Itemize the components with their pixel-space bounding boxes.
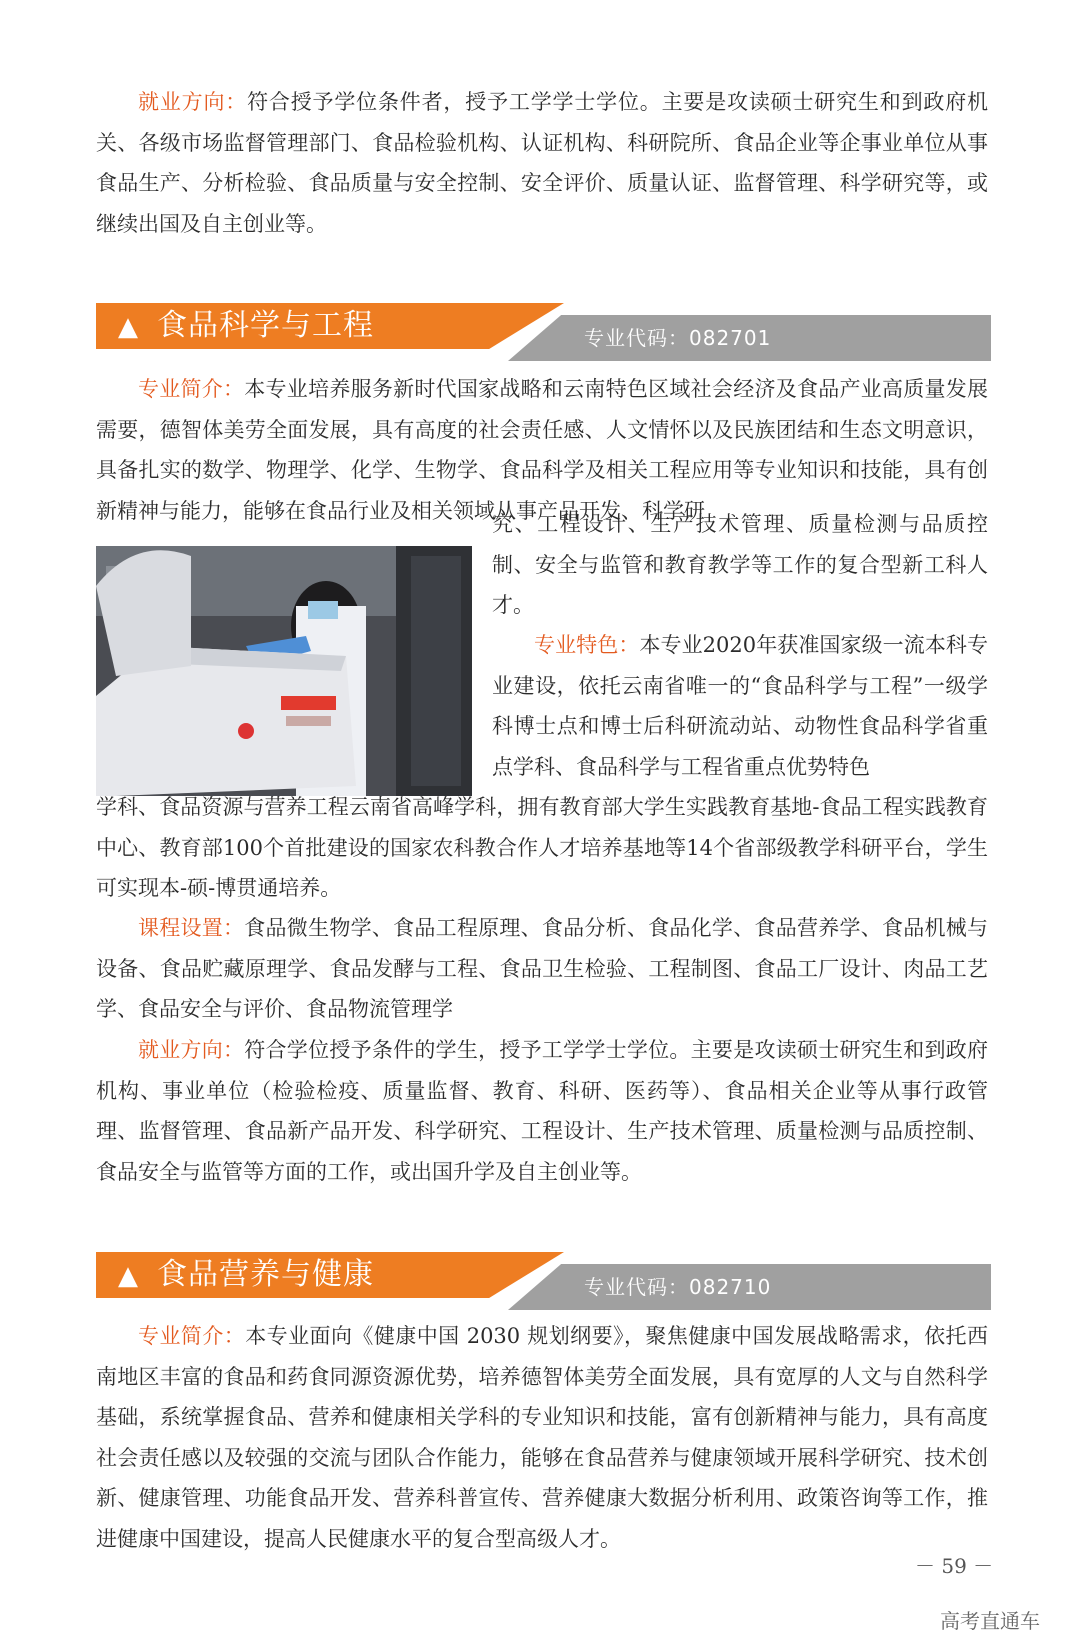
- employment-text-2: 符合学位授予条件的学生，授予工学学士学位。主要是攻读硕士研究生和到政府机构、事业单位（检验检疫、质量监督、教育、科研、医药等）、食品相关企业等从事行政管理、监督管理、食品新产品开发、科学研究、工程设计、生产技术管理、质量检测与品质控制、食品安全与监管等方面的工作，或出国升学及自主创业等。: [96, 1038, 989, 1184]
- intro-text-continued: 究、工程设计、生产技术管理、质量检测与品质控制、安全与监管和教育教学等工作的复合型新工科人才。: [492, 512, 988, 617]
- intro-text-2: 本专业面向《健康中国 2030 规划纲要》，聚焦健康中国发展战略需求，依托西南地区丰富的食品和药食同源资源优势，培养德智体美劳全面发展，具有宽厚的人文与自然科学基础，系统掌握食品、营养和健康相关学科的专业知识和技能，富有创新精神与能力，具有高度社会责任感以及较强的交流与团队合作能力，能够在食品营养与健康领域开展科学研究、技术创新、健康管理、功能食品开发、营养科普宣传、营养健康大数据分析利用、政策咨询等工作，推进健康中国建设，提高人民健康水平的复合型高级人才。: [96, 1324, 988, 1551]
- section-header-food-science: [96, 303, 991, 361]
- triangle-icon: ▲: [118, 312, 139, 342]
- intro-paragraph-2: [96, 1316, 988, 1559]
- employment-label: 就业方向：: [138, 90, 248, 114]
- section-title-text-2: 食品营养与健康: [157, 1257, 374, 1292]
- feature-paragraph-wrap: [492, 625, 988, 787]
- employment-label-2: 就业方向：: [138, 1038, 245, 1062]
- intro-text: 本专业培养服务新时代国家战略和云南特色区域社会经济及食品产业高质量发展需要，德智体美劳全面发展，具有高度的社会责任感、人文情怀以及民族团结和生态文明意识，具备扎实的数学、物理学、化学、生物学、食品科学及相关工程应用等专业知识和技能，具有创新精神与能力，能够在食品行业及相关领域从事产品开发、科学研: [96, 377, 989, 523]
- course-label: 课程设置：: [138, 916, 245, 940]
- section-title: [118, 303, 374, 349]
- feature-text-wrap: 本专业2020年获准国家级一流本科专业建设，依托云南省唯一的“食品科学与工程”一级学科博士点和博士后科研流动站、动物性食品科学省重点学科、食品科学与工程省重点优势特色: [492, 633, 989, 779]
- course-paragraph: [96, 908, 988, 1030]
- watermark: 高考直通车: [940, 1609, 1040, 1633]
- intro-label-2: 专业简介：: [138, 1324, 246, 1348]
- intro-label: 专业简介：: [138, 377, 245, 401]
- feature-paragraph: [96, 787, 988, 909]
- feature-label: 专业特色：: [534, 633, 640, 657]
- employment-text: 符合授予学位条件者，授予工学学士学位。主要是攻读硕士研究生和到政府机关、各级市场监督管理部门、食品检验机构、认证机构、科研院所、食品企业等企事业单位从事食品生产、分析检验、食品质量与安全控制、安全评价、质量认证、监督管理、科学研究等，或继续出国及自主创业等。: [96, 90, 989, 236]
- section-title-text: 食品科学与工程: [157, 308, 374, 343]
- major-code: 专业代码：082701: [584, 326, 772, 350]
- intro-continuation: [492, 504, 988, 626]
- lab-photo: [96, 546, 472, 796]
- feature-text: 学科、食品资源与营养工程云南省高峰学科，拥有教育部大学生实践教育基地-食品工程实践教育中心、教育部100个首批建设的国家农科教合作人才培养基地等14个省部级教学科研平台，学生可实现本-硕-博贯通培养。: [96, 795, 988, 900]
- employment-paragraph: [96, 1030, 988, 1192]
- course-text: 食品微生物学、食品工程原理、食品分析、食品化学、食品营养学、食品机械与设备、食品贮藏原理学、食品发酵与工程、食品卫生检验、工程制图、食品工厂设计、肉品工艺学、食品安全与评价、食品物流管理学: [96, 916, 989, 1021]
- page-number: － 59 －: [915, 1554, 994, 1578]
- top-employment-paragraph: [96, 82, 988, 244]
- triangle-icon: ▲: [118, 1261, 139, 1291]
- section-header-nutrition: [96, 1252, 991, 1310]
- section-title-2: [118, 1252, 374, 1298]
- major-code-2: 专业代码：082710: [584, 1275, 772, 1299]
